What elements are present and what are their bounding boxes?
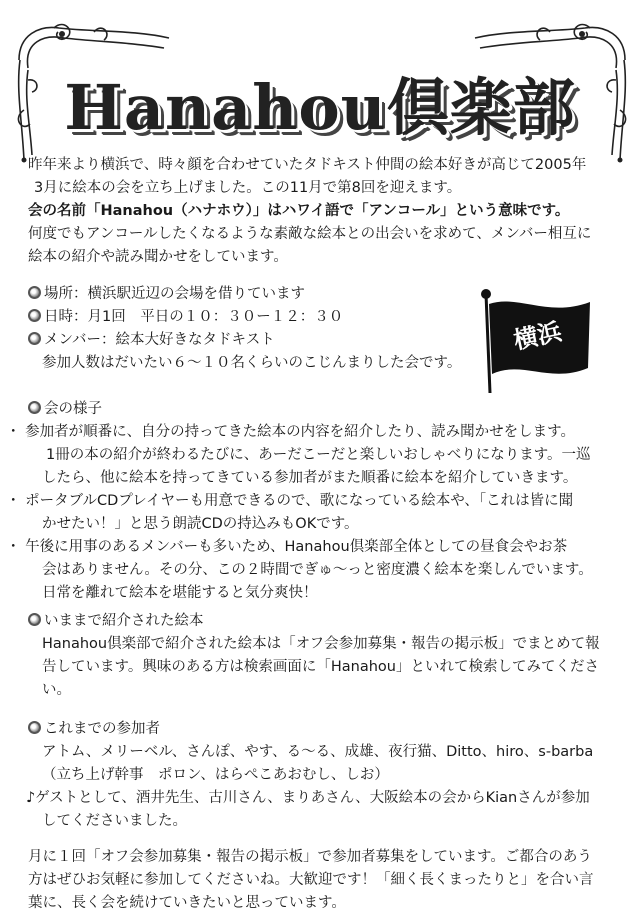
books-line: Hanahou倶楽部で紹介された絵本は「オフ会参加募集・報告の掲示板」でまとめて報: [42, 636, 600, 652]
state-bullet-line: かせたい！」と思う朗読CDの持込みもOKです。: [42, 516, 359, 532]
intro-line: 絵本の紹介や読み聞かせをしています。: [28, 249, 288, 265]
participants-line: （立ち上げ幹事 ポロン、はらぺこあおむし、しお）: [42, 767, 389, 783]
books-line: い。: [42, 682, 71, 698]
intro-line: 3月に絵本の会を立ち上げました。この11月で第8回を迎えます。: [34, 180, 462, 196]
bullet-circle-icon: [28, 286, 41, 299]
books-line: 告しています。興味のある方は検索画面に「Hanahou」といれて検索してみてくださ: [42, 659, 599, 675]
section-heading: いままで紹介された絵本: [28, 610, 618, 633]
closing-line: 方はぜひお気軽に参加してくださいね。大歓迎です！「細く長くまったりと」を合い言: [28, 872, 594, 888]
intro-section: [28, 154, 618, 269]
bullet-circle-icon: [28, 309, 41, 322]
info-section: [28, 283, 478, 375]
guest-line: してくださいました。: [42, 813, 187, 829]
intro-line: 何度でもアンコールしたくなるような素敵な絵本との出会いを求めて、メンバー相互に: [28, 226, 592, 242]
info-place: 場所：横浜駅近辺の会場を借りています: [28, 283, 478, 306]
intro-bold-line: 会の名前「Hanahou（ハナホウ）」はハワイ語で「アンコール」という意味です。: [28, 203, 570, 219]
bullet-circle-icon: [28, 721, 41, 734]
books-section: [28, 610, 618, 702]
guest-line: ♪ゲストとして、酒井先生、古川さん、まりあさん、大阪絵本の会からKianさんが参加: [26, 790, 590, 806]
bullet-circle-icon: [28, 401, 41, 414]
state-bullet-line: 1冊の本の紹介が終わるたびに、あーだこーだと楽しいおしゃべりになります。一巡: [46, 447, 591, 463]
state-bullet-line: ・ 参加者が順番に、自分の持ってきた絵本の内容を紹介したり、読み聞かせをします。: [6, 424, 575, 440]
closing-line: 月に１回「オフ会参加募集・報告の掲示板」で参加者募集をしています。ご都合のあう: [28, 849, 592, 865]
yokohama-flag-icon: [478, 288, 598, 406]
state-bullet-line: したら、他に絵本を持ってきている参加者がまた順番に絵本を紹介していきます。: [42, 470, 578, 486]
state-bullet-line: 会はありません。その分、この２時間でぎゅ～っと密度濃く絵本を楽しんでいます。: [42, 562, 593, 578]
section-heading: これまでの参加者: [28, 718, 618, 741]
intro-line: 昨年来より横浜で、時々顔を合わせていたタドキスト仲間の絵本好きが高じて2005年: [28, 157, 587, 173]
section-heading: 会の様子: [28, 398, 618, 421]
info-datetime: 日時：月1回 平日の１０：３０ー１２：３０: [28, 306, 478, 329]
state-section: [6, 398, 618, 605]
participants-section: [28, 718, 618, 833]
state-bullet-line: ・ ポータブルCDプレイヤーも用意できるので、歌になっている絵本や、「これは皆に聞: [6, 493, 574, 509]
participants-line: アトム、メリーベル、さんぽ、やす、る～る、成雄、夜行猫、Ditto、hiro、s-barba: [42, 744, 594, 760]
closing-line: 葉に、長く会を続けていきたいと思っています。: [28, 895, 346, 911]
state-bullet-line: 日常を離れて絵本を堪能すると気分爽快！: [42, 585, 318, 601]
flag-label: 横浜: [511, 317, 564, 355]
bullet-circle-icon: [28, 332, 41, 345]
info-members: メンバー：絵本大好きなタドキスト: [28, 329, 478, 352]
closing-section: [28, 846, 618, 915]
bullet-circle-icon: [28, 613, 41, 626]
info-members-sub: 参加人数はだいたい６～１０名くらいのこじんまりした会です。: [42, 355, 462, 371]
page-title: Hanahou倶楽部: [64, 71, 576, 144]
state-bullet-line: ・ 午後に用事のあるメンバーも多いため、Hanahou倶楽部全体としての昼食会やお茶: [6, 539, 568, 555]
